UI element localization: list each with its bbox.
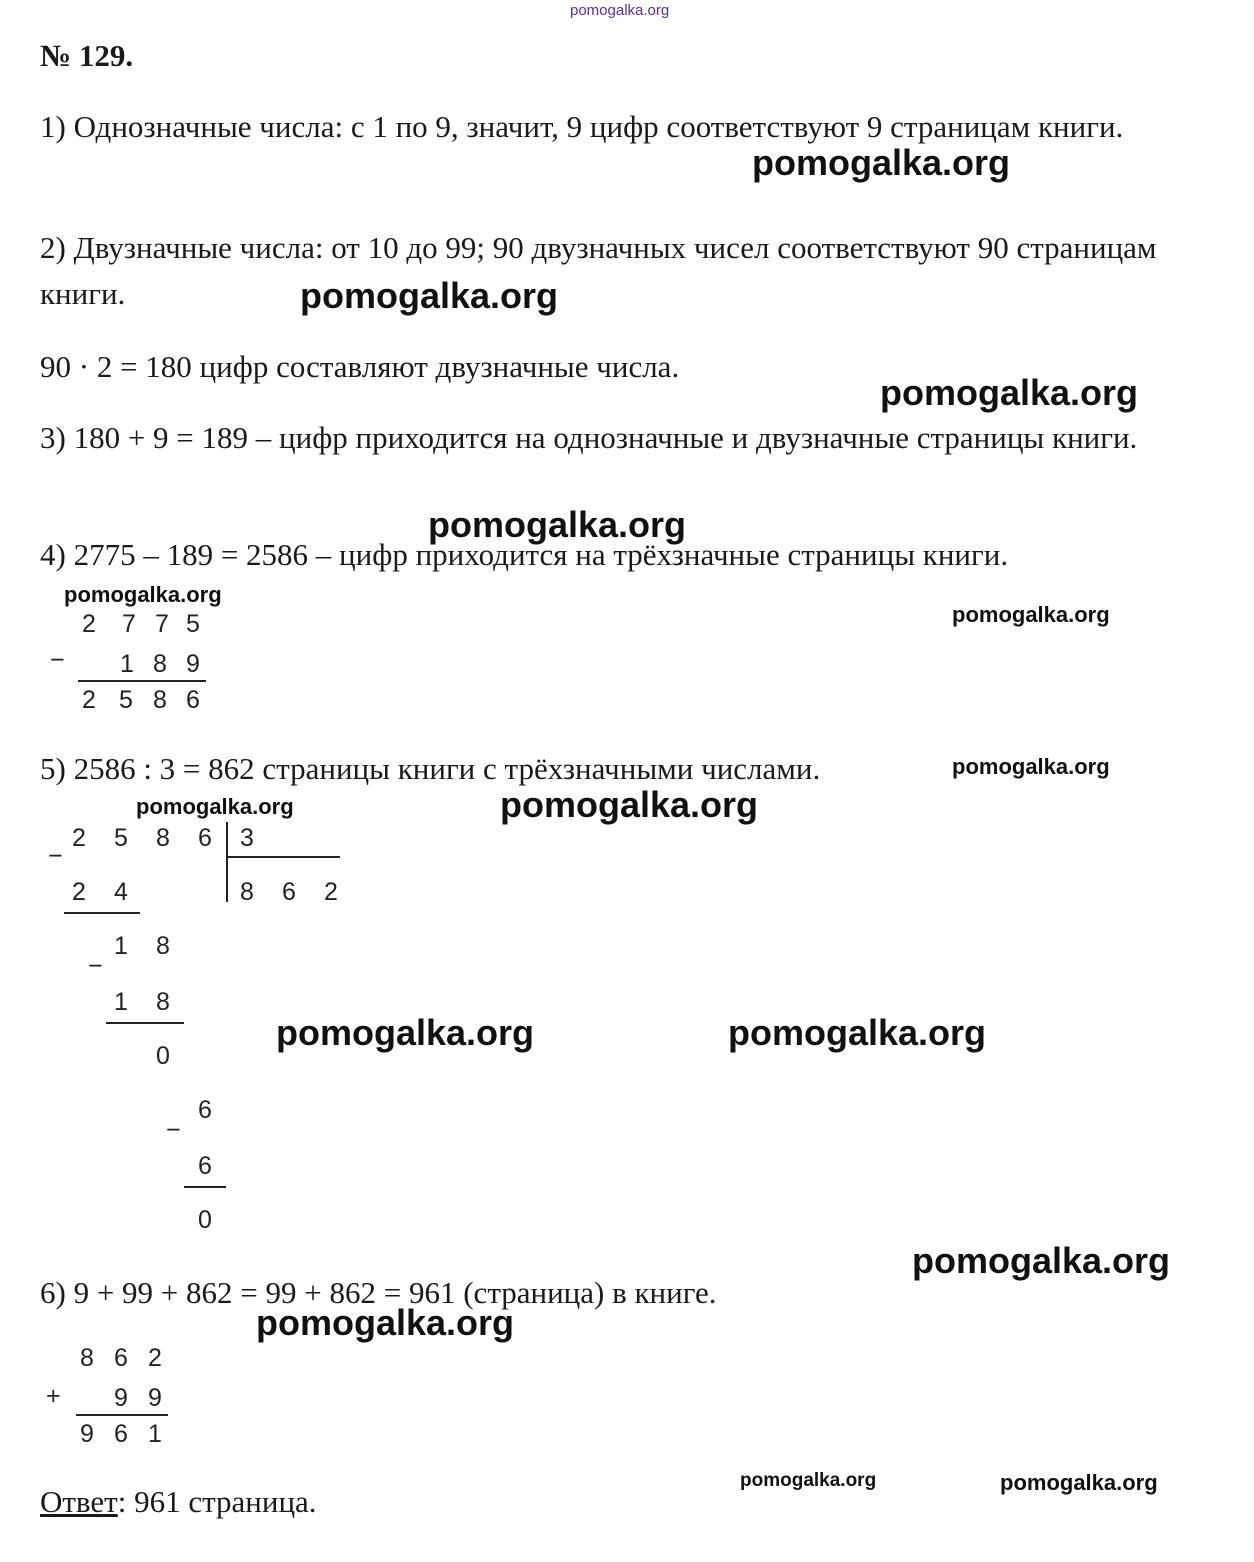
sub-result-4: 6 — [186, 686, 200, 714]
step-3: 3) 180 + 9 = 189 – цифр приходится на однозначные и двузначные страницы книги. — [40, 420, 1138, 455]
watermark-15[interactable]: pomogalka.org — [1000, 1470, 1158, 1495]
div-line-3 — [184, 1186, 226, 1188]
div-dividend-2: 5 — [114, 824, 128, 852]
div-step2a-2: 8 — [156, 932, 170, 960]
add-a-2: 6 — [114, 1344, 128, 1372]
step-4: 4) 2775 – 189 = 2586 – цифр приходится на трёхзначные страницы книги. — [40, 537, 1009, 572]
watermark-11[interactable]: pomogalka.org — [728, 1012, 987, 1053]
watermark-10[interactable]: pomogalka.org — [276, 1012, 535, 1053]
add-b-1: 9 — [114, 1384, 128, 1412]
sub-minuend-1: 2 — [82, 610, 96, 638]
div-rem-2: 0 — [156, 1042, 170, 1070]
div-step3a: 6 — [198, 1096, 212, 1124]
answer-label: Ответ — [40, 1484, 118, 1519]
step-1: 1) Однозначные числа: с 1 по 9, значит, 9 цифр соответствуют 9 страницам книги. — [40, 109, 1124, 144]
div-minus-2: − — [88, 952, 103, 980]
sub-result-2: 5 — [119, 686, 133, 714]
watermark-1[interactable]: pomogalka.org — [752, 142, 1011, 183]
div-step2a-1: 1 — [114, 932, 128, 960]
div-line-1 — [64, 912, 140, 914]
div-quotient-1: 8 — [240, 878, 254, 906]
sub-subtrahend-3: 9 — [186, 650, 200, 678]
watermark-9[interactable]: pomogalka.org — [500, 784, 759, 825]
sub-minuend-4: 5 — [186, 610, 200, 638]
div-quotient-2: 6 — [282, 878, 296, 906]
sub-subtrahend-2: 8 — [153, 650, 167, 678]
sub-line — [78, 680, 206, 682]
watermark-4[interactable]: pomogalka.org — [428, 504, 687, 545]
div-dividend-1: 2 — [72, 824, 86, 852]
add-a-3: 2 — [148, 1344, 162, 1372]
sub-minuend-2: 7 — [122, 610, 136, 638]
div-quotient-3: 2 — [324, 878, 338, 906]
div-step3b: 6 — [198, 1152, 212, 1180]
sub-result-3: 8 — [153, 686, 167, 714]
watermark-7[interactable]: pomogalka.org — [952, 754, 1110, 779]
sub-minuend-3: 7 — [155, 610, 169, 638]
div-quotient-line — [228, 856, 340, 858]
sub-subtrahend-1: 1 — [120, 650, 134, 678]
add-sum-2: 6 — [114, 1420, 128, 1448]
div-line-2 — [106, 1022, 184, 1024]
add-sum-1: 9 — [80, 1420, 94, 1448]
div-dividend-3: 8 — [156, 824, 170, 852]
div-step2b-1: 1 — [114, 988, 128, 1016]
watermark-top[interactable]: pomogalka.org — [570, 2, 670, 19]
watermark-13[interactable]: pomogalka.org — [256, 1302, 515, 1343]
problem-title: № 129. — [40, 38, 134, 73]
add-b-2: 9 — [148, 1384, 162, 1412]
answer-text: : 961 страница. — [117, 1484, 317, 1519]
div-divisor: 3 — [240, 824, 254, 852]
div-minus-1: − — [48, 842, 63, 870]
watermark-2[interactable]: pomogalka.org — [300, 275, 559, 316]
add-a-1: 8 — [80, 1344, 94, 1372]
watermark-3[interactable]: pomogalka.org — [880, 372, 1139, 413]
div-step1-2: 4 — [114, 878, 128, 906]
watermark-8[interactable]: pomogalka.org — [136, 794, 294, 819]
div-rem-3: 0 — [198, 1206, 212, 1234]
div-step2b-2: 8 — [156, 988, 170, 1016]
div-minus-3: − — [166, 1116, 181, 1144]
answer — [40, 1484, 317, 1520]
div-dividend-4: 6 — [198, 824, 212, 852]
add-sum-3: 1 — [148, 1420, 162, 1448]
step-2-calc: 90 · 2 = 180 цифр составляют двузначные числа. — [40, 349, 680, 384]
step-5: 5) 2586 : 3 = 862 страницы книги с трёхзначными числами. — [40, 751, 821, 786]
div-vertical-bar — [226, 822, 228, 902]
watermark-5[interactable]: pomogalka.org — [64, 582, 222, 607]
sub-minus-sign: − — [50, 646, 65, 674]
step-2: 2) Двузначные числа: от 10 до 99; 90 двузначных чисел соответствуют 90 страницам книги. — [40, 230, 1157, 311]
add-line — [76, 1414, 168, 1416]
watermark-14[interactable]: pomogalka.org — [740, 1470, 877, 1491]
step-6: 6) 9 + 99 + 862 = 99 + 862 = 961 (страница) в книге. — [40, 1275, 717, 1310]
add-plus-sign: + — [46, 1382, 61, 1410]
sub-result-1: 2 — [82, 686, 96, 714]
watermark-12[interactable]: pomogalka.org — [912, 1240, 1171, 1281]
watermark-6[interactable]: pomogalka.org — [952, 602, 1110, 627]
div-step1-1: 2 — [72, 878, 86, 906]
